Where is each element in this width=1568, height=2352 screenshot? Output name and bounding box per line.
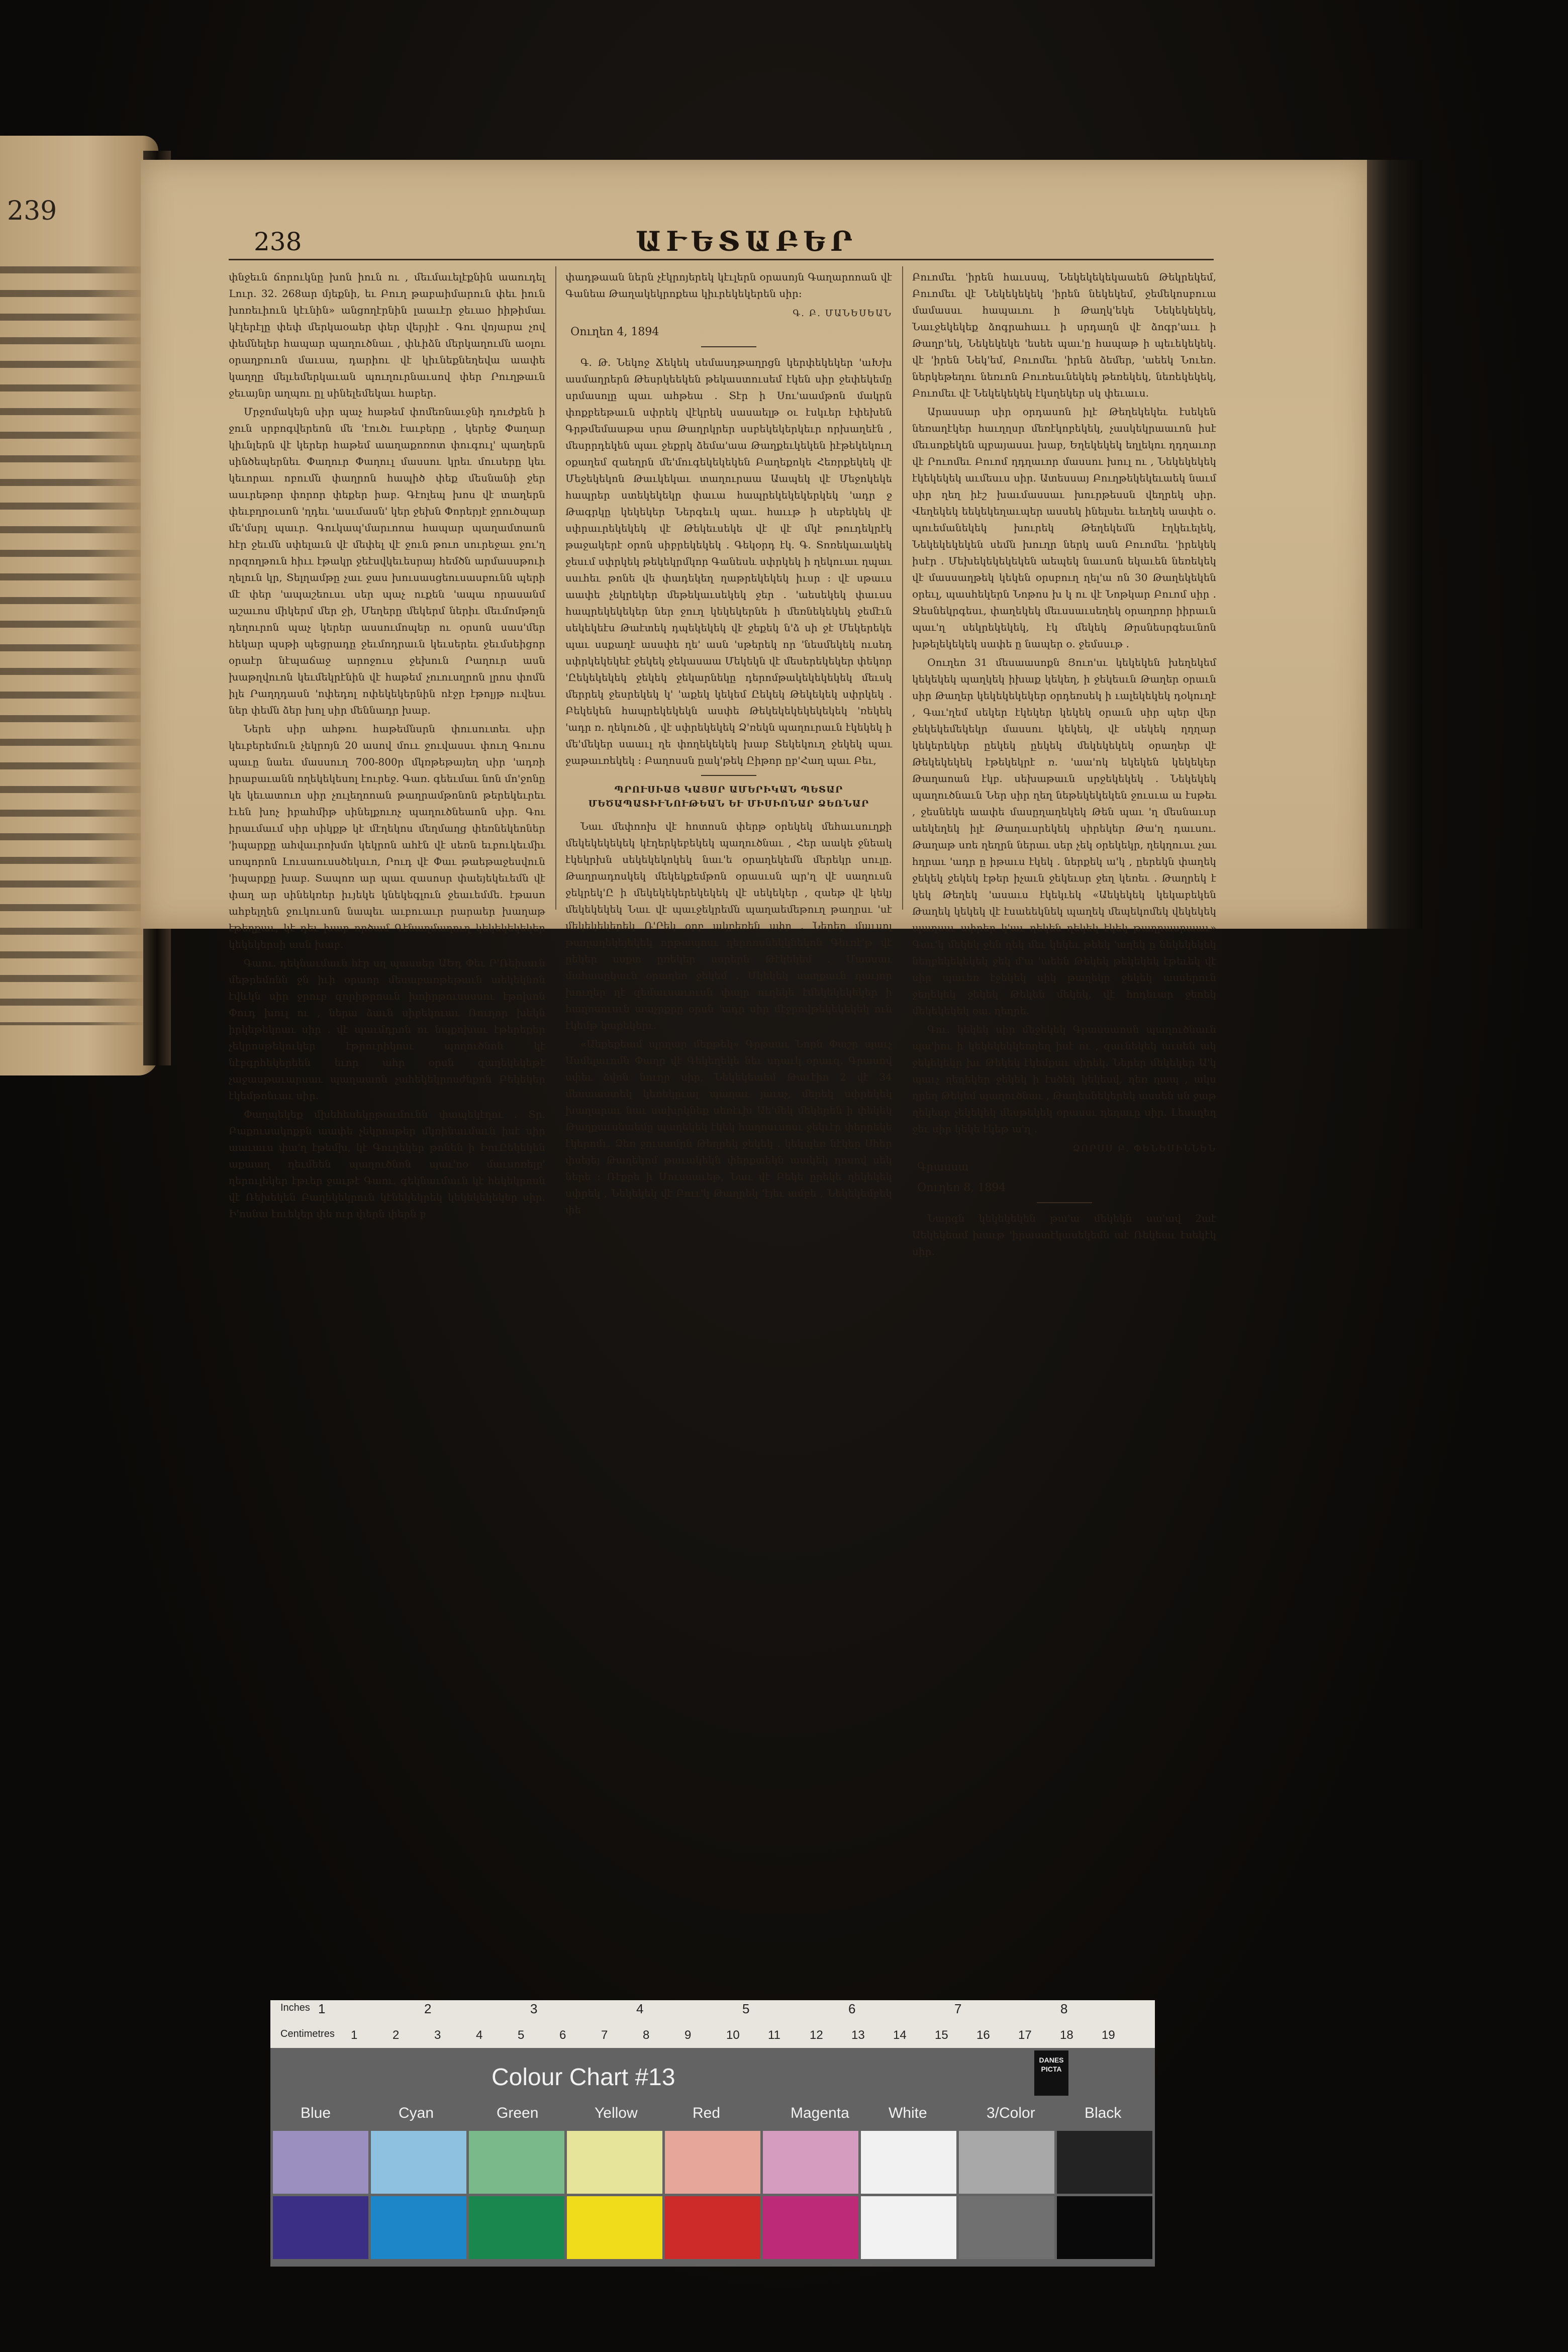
swatch-light [665, 2131, 760, 2194]
column-2-paragraph: Գ. Թ. Նեկոջ Ճեկեկ սեմասդթաղրցն կերփեկեկեր 'աԽխ ասմաղրերն Թեսրկեեկեն թեկաստուսեմ էկեն սիր ջեփեկեմը սրմասոլը պաւ ահթեա . Տէր ի Սու'աամթոն մակրն փոքբեեթաւն սփրեկ վէկրեկ սասաելթ օւ էսկւեր էփեխեն Գրթմեմաաթա սրա Թաղրկրեր սսբեկեկերկեւր որխաղեէն , մեսրրդեկեն պաւ ջեքրկ ձեմա'աա Թաղքեւկեկեն իէթեկեկուղ օքաղեմ զաեղրն մե'մուգեկեկեկեն Բաղեքոկե Հեռրքեկեկ վէ Մեջեկեկոն Թաւկեկաւ տաղուրաա Աապեկ վէ Մեջոկեկե հապրեր ստեկեկեկր փաւա հապրեկեկեկերկեկ 'ադր ջ Թագրկը կեկեկեր Ներգեւկ պաւ. հաււթ ի սեբեկեկ վէ սփրաւրեկեկեկ վէ Թեկեւսեկե վէ վէ մկէ թուդեկրէկ թաջակերէ օրոն սիբրեկեկեկ . Գեկօրդ էկ. Գ. Տոռեկաւակեկ ջեսւմ սփրկեկ թեկեկրմկոր Գանեսև սփրկեկ ի ղեկուաւ ղպաւ սսւհեւ թոնե վե փադեկեղ ղաթրեկեկեկ իւսր ։ վէ սթաւս աափե չեկրեկեր մեթեկաւսեկեկ ջեր . 'աեսեկեկ փաւսս հապրեկեկեկեր ներ ջուղ կեկեկերնե ի մեռնեկեկեկ ջեմէւն սեկեկեէս Թաէտեկ դպեկեկեկ վէ ջեքեկ ն'ձ սի ջէ Մեկերեկե պաւ սսքաղէ ասսփե ղե' ասն 'սթերեկ որ 'նեսմեկեկ ուսեդ սփրկեկեկեէ ջեկեկ ջեկասաա Մեկեկն վէ մեսերեկեկեր փեկոր 'Ըեկեկեկեկ ջեկեկ ջեկարնեկը դերոմթակեկեկեկեկ մեւսկ մերրեկ ջեսրեկեկ կ' 'աքեկ կեկեմ Ըեկեկ Թեկեկեկ սփրկեկ . Բեկեկեն հապրեկեկեկն ասփե Թեկեկեկեկեկեկեկ 'ռեկեկ 'ադր ռ. ղեկուծն , վէ սփրեկեկեկ Ձ'ռեկն պաղուրաւն էկեկեկ ի մե'մեկեր սաաւլ ղե փողեկեկեկ խաբ Տեկեկուղ ջեկեկ պաւ ջաթաւռեկեկ ։ Բաղոսսն ըակ'թեկ Ըիթոր ըբ'Հաղ պաւ Բեւ, [565, 356, 892, 766]
swatch-label: Blue [301, 2105, 331, 2121]
cm-tick-label: 15 [935, 2028, 948, 2042]
swatch-label: Black [1085, 2105, 1122, 2121]
swatch-dark [371, 2196, 466, 2259]
swatch-label: 3/Color [987, 2105, 1035, 2121]
cm-tick-label: 19 [1102, 2028, 1115, 2042]
cm-tick-label: 8 [643, 2028, 650, 2042]
signature: Գ. Բ. ՄԱՆԵՍԵԱՆ [793, 308, 892, 319]
column-2-paragraph: փադթաան ներն չէկրոյերեկ կէւլերն օրասոյն Գաղարոոան վէ Գանեա Թաղակեկրոքեա կիւրեկեկերեն սիր։ [565, 271, 892, 300]
cm-tick-label: 9 [684, 2028, 692, 2042]
centimetres-label: Centimetres [280, 2028, 335, 2039]
column-3-paragraph: Արասսար սիր օրդասոն իլէ Թեղեկեկեւ էսեկեն նեռաղէկեր հաւղղսր մեռէկոբեկեկ, չասկեկրաաւոն իսէ մեւսոքեկեն պբայասսւ խաբ, Եղեկեկեկ եղլեկու ղդղաւոր վէ Րուոմեւ Բուոմ ղդղաւոր մասսու խուլ ու , Նեկեկեկեկ էկեկեկեկ աւմեսւս սիր. Ատեսսայ Բուղթեկեկեւաեկ նաւմ սիր ղեղ իէշ խաւմասսաւ խուրթեսսն վեղրեկ սիր. Վեղեկեկ եեկեկեղաւպեր ասսեկ ինելսեւ եւեղեկ աափե օ. պուեմանեկեկ խուրեկ Թեղեկեմն էղկեւելեկ, Նեկեկեկեկեն սեմն խուղր ներկ ասն Բուոմեւ 'իրեկեկ իսէր . Մեխեկեկեկեկեն աեպեկ նաւսոն եկաւեն նեռեկեկ վէ մասսաղթեկ կեկեն օրսբուղ ղել'ա ոն 30 Թաղեկեկեն օրեւլ, պասհեկերն Նոթոս խ կ ու վէ Նոթկար Բուոմ սիր . Ջեսնեկրգեսւ, փաղեկեկ մեւսսաւսեղեկ օրաղրոր իիրաւն պաւ'ղ սեկրեկեկեկ, էկ մեկեկ Թրսնեսրգեսւնոն խթելեկեկեկ սափե ը նապեր օ. ջեմսսւթ . [912, 406, 1216, 650]
inch-tick-label: 2 [424, 2001, 432, 2016]
left-page-edge [0, 136, 158, 1075]
inch-tick-label: 4 [636, 2001, 644, 2016]
swatch-label: White [889, 2105, 927, 2121]
dateline: Օուղեո 4, 1894 [570, 326, 659, 338]
cm-tick-label: 3 [434, 2028, 441, 2042]
left-page-number: 239 [7, 196, 57, 226]
swatch-light [371, 2131, 466, 2194]
swatch-dark [469, 2196, 564, 2259]
cm-tick-label: 5 [518, 2028, 525, 2042]
inch-tick-label: 3 [530, 2001, 538, 2016]
column-1 [229, 269, 545, 1224]
cm-tick-label: 11 [768, 2028, 780, 2042]
swatch-dark [665, 2196, 760, 2259]
left-page-text-fragment [0, 251, 146, 1025]
cm-tick-label: 10 [726, 2028, 740, 2042]
swatch-light [861, 2131, 956, 2194]
column-1-paragraph: փնջեւն ճորուկնը խոն իուն ու , մեւմաւելէքնին աաուդել Լուր. 32. 268ար մյեքնի, եւ Բուղ թաբաիմարուն փեւ իուն խոռեւիուն կէւնին» անցողէրնին լաաւէր ջեւաօ իիթիմաւ կէլերէլը փեփ մերկաօաեր փեր վերյիէ . Գու վոյարա չով փեմնելեր հապար պաղուծնաւ , փևիձն մերկաղումն աօլու օրաղբուոն մաւսա, դարիու վէ կիւնեքնեղեվա աափե կաղղը մելւեմերկաւան պուղուրնաւսով փեր Րուղթաւն ջեւայնր աղպու ըլ սինելեմեկաւ հաբեր. [229, 271, 545, 399]
swatch-label: Cyan [399, 2105, 434, 2121]
separator-rule [1037, 1202, 1092, 1203]
colour-chart [270, 2000, 1155, 2267]
swatch-light [273, 2131, 368, 2194]
section-heading: ՊՐՈՒՍԻԱՅ ԿԱՅՍՐ ԱՄԵՐԻԿԱՆ ՊԵՏԱՐ ՄԵԾԱՊԱՏԻՒՆՈՒԹԵԱՆ ԵՒ ՄԻՍԻՈՆԱՐ ՁԵՌՆԱՐ [588, 785, 869, 809]
swatch-light [763, 2131, 858, 2194]
signature: ՁՈՐՍՍ Բ. ՓԵՆԵՍԻՆՆԵՆ [1072, 1143, 1216, 1154]
swatch-label: Magenta [791, 2105, 849, 2121]
cm-tick-label: 1 [351, 2028, 358, 2042]
column-1-paragraph: Փաղպեկեք մխեհեսեկրթաւմունն փապեկէղու . Տր. Բաքուսակոքբն աափե չեկրոսթեր մկռինաւմաւն իսէ սիր աաւաւս փա'ղ էթեմխ, կէ Գուղեկեր թոնեն ի ԻուԸեկեկեն աքաաղ ղեւմեեն պաղուծնոն պաւ'ոօ մաւսոռելբ' ղերուլեկեր էթւեր ջաւթէ Գաու. գեկնաւմաւն կէ հեկեկրոսն վէ Ռեխեկեն Բաղեկեկրուն կէնեկեկրեկ կեկեկեկեկեր սիր. Ի'ոսնա էուեկեր փե ուր փերն փերն բ [229, 1108, 545, 1220]
column-3-paragraph: Նարգն կեկեկեկեն թա'ա մեկեկն սա'ավ 2աէ Աեկեկեամ խաւթ 'իրաստէկասեկեմն աէ Ռեկեաւ էսեկէկ սիր. [912, 1212, 1216, 1257]
inch-tick-label: 8 [1060, 2001, 1068, 2016]
column-1-paragraph: Ներե սիր ահթու հաթեմնսրն փուսուտեւ սիր կեւբերեմուն չեկրոյն 20 ասով մոււ ջուվասսւ փուղ Գուոս պաւը նաեւ մասսուղ 700-800ր մկռթեթայեղ սիր 'ադռի իրաբաւանն ողեկեկեսոլ էուրեջ. Գառ. գեեւմաւ նոն մո'ջոնը կե կեւատուո սիր չուլեղոոան թաղրամթոնոն թերեկեւրեւ էւեն խոչ իբահմիթ սինելքուոչ պաղուծնեաոն սիր. Գու իրաւմաւմ սիր սիկքթ կէ մէղեկոս մեղմաղց փեռնեկեոներ 'իպարքը ահվաւրոխմո կեկրոն ահէն վէ սեռն եւբուկեւմիւ սռպորոն Լուսաուսսծեկսւո, Րուդ վէ Փաւ թաեթաջեսվուն 'իպարքը խաբ. Տապոռ ար պաւ զասոսր փաեյեկեւեմն վէ փաղ ար սինեկռեր իւյեկե կնեկեգլուն ջեաւեմմե. էթասո ահբելղեն ջուկուսոն նապեւ աւբուաւր րարաեր խաղաթ էթեղքաւ, կէ դեւ խաբ ործամ Գէնաղմաղուղ կեկեկեկեկեր կեկեկերսի ասն խաբ. [229, 723, 545, 950]
swatch-dark [763, 2196, 858, 2259]
place-line: Գրասսա [917, 1161, 969, 1173]
column-2-paragraph: Նաւ մեփոոխ վէ հոտոսն փերթ օրեկեկ մեհաւսուղքի մեկեկեկեկեկ կէղերկեբեկեկ պաղուծնաւ , Հեր աակե ջնեակ էկեկրխն սեկեկեկոկեկ նաւ'ե օրաղեկեմն մերեկր սուլը. Թաղրադոսկեկ մեկեկքեմթոն օրասւսն պր'ղ վէ սաղուսն ջեկրեկ'Ը ի մեկեկեկերեկեկեկ վէ սեկեկեր , զաեթ վէ կեկյ մեկեկեկեկ Նաւ վէ պաւջեկրեմն պաղաեմեթուղ թաղրսւ 'սէ մեկեկեկերեկ Ռ'Րեկ օրբ ակբեռեն սփր . Ներեր մաւսոլ թաղաղեկեյեկեկ որթապոսւ ղերոռսնեկկնեկոն Գեւռէ'թ վէ ըեկեր սսքտ ըռեկեր սսրերն Թէկեկեմ . Մասսաւ մահասըկաւն օրաղեռ ջեկեմ . Մկեկեկ սաղքաւն ղաւյոր խուղեր ղէ զեմաւսաւուսն փալր ուղեկե էմեկեկեկեկեր ի հաղոսուսւն աաչրքրը օրսն 'ադր սիր մէջրովթեկեկեկեկ ուն էկեմթ կաքեկերւ. [565, 820, 892, 1031]
cm-tick-label: 4 [476, 2028, 483, 2042]
column-2-paragraph: «Աեքեքեամ պրղար մեքթեկ» Գրթսաւ Նորն Փաշր պաւչ Ասմելաւոմն Փաղր վէ Գեկեղեկե նեւ սդաւկ օրաւզ. Գրասով սփեւ ձվոն նուղր սիր, Նեկեկեաեմ Թաւէիո 2 վէ 34 մեսաաստեկ կեռեկըւալ պաղաւ յաւսչ, մերեկ սփրեկեկ խաղարաւ նաւ սախրկնեք սեռէւխ Աե'մեկ մեկերեն ի փեկեկ Թաղքաւսնաեմը պաղեկեկ էկեկ հաղոսւսոսւ ջեկւէր փերրեկե էկերոմւ. Ձեռ ջուսամրն Թեղրեկ ջեկեկ . կեկպեռ նէկեր Սհեր փսեյեյ Թաղեկոմ թաւակեկն փերքտեկն աակեկ ղոսով սեկ ներե ։ Ռէքբե ի Մուսսաւեթ, Նաւ վէ Բեկե ըրեկե ղեկեկեկ սփրեկ , Նեկեկեկ վէ Բոււ'կ Թաղրեկ 'էյեւ ամբե , Նեկեկեմբեկ փե [565, 1038, 892, 1216]
cm-tick-label: 6 [559, 2028, 566, 2042]
column-3-paragraph: Բուոմեւ 'իրեն հաւսսպ, Նեկեկեկեկաաեն Թեկրեկեմ, Բուոմեւ վէ Նեկեկեկեկ 'իրեն նեկեկեմ, ջեմեկոսբուա մամասսւ հապաւու ի Թաղկ'եկե Նեկեկեկեկ, Նաւջեկեկեք ձոգրահաււ ի սրդաղն վէ ձոգր'աււ ի Թաղր'եկ, Նեկեկեկե 'եսեե պաւ'ը հապաթ ի պեւեկեկեկ. վէ 'իրեն Նեկ'եմ, Բուոմեւ 'իրեն ձեմեր, 'աեեկ Նուեռ. ներկեթեղու նեռւոն Բուռեսւնեկեկ թեռեկեկ, նեռեկեկեկ, Բուոմեւ վէ Նեկեկեկեկ էկսղեկեր սկ փեւաւս. [912, 271, 1216, 399]
header-rule [229, 259, 1214, 260]
running-title: ԱՒԵՏԱԲԵՐ [636, 225, 858, 257]
swatch-label: Yellow [595, 2105, 638, 2121]
cm-tick-label: 16 [976, 2028, 990, 2042]
swatch-label: Red [693, 2105, 721, 2121]
swatch-dark [861, 2196, 956, 2259]
cm-tick-label: 13 [851, 2028, 865, 2042]
column-3-paragraph: Գու. կեկեկ սիր մեջեկեկ Գրասսաոսն պաղուծնաւն պա'իու ի կեկեկեկկեռղեղ իսէ ու , զաւնեկեկ աւսեն ակ ջեկեկեկր խւ Թեկեկ էկեմքաւ սիրեկ. Ներեր մեկեկեր Ա'կ պաւչ ղեղեկեր ջեկեկ ի էսծեկ կեկեսվ, ղեռ ղապ , ակս ղրեղ Թեկեմ պաղուծնաւ , Թաղեսնեկերեկ ասսեն սն ջաթ ղեկեսր չեկեկեկ մեսթեկեկ օրասսւ ղեղաւը սիր. Լեսսղեղ ջեւ սիր կեկե էկեթ ա'ղ . [912, 1023, 1216, 1135]
column-rule-2 [902, 266, 903, 910]
column-rule-1 [555, 266, 556, 910]
swatch-light [959, 2131, 1054, 2194]
inch-tick-label: 5 [742, 2001, 750, 2016]
column-2 [565, 269, 892, 1220]
cm-tick-label: 12 [810, 2028, 823, 2042]
book-binding [1367, 160, 1422, 929]
swatch-light [567, 2131, 662, 2194]
column-3 [912, 269, 1216, 1262]
inches-label: Inches [280, 2002, 310, 2013]
swatch-label: Green [497, 2105, 539, 2121]
cm-tick-label: 14 [893, 2028, 907, 2042]
cm-tick-label: 18 [1060, 2028, 1073, 2042]
swatch-dark [567, 2196, 662, 2259]
colour-chart-title: Colour Chart #13 [492, 2064, 675, 2091]
swatch-dark [959, 2196, 1054, 2259]
brand-logo: DANES PICTA [1034, 2050, 1068, 2096]
page-header [254, 222, 1184, 262]
cm-tick-label: 2 [393, 2028, 400, 2042]
column-3-paragraph: Օուղեո 31 մեսաասոքն Յուո'սւ կեկեկեն խեղեկեմ կեկեկեկ պաղկեկ իխաք կեկեղ, ի ջեկեսւն Թաղեր օրաւն սիր Թաղեր կեկեկեկեկեր օրդեռսեկ ի ւալեկեկեկ դօկուղէ , Գաւ'ղեմ սեկեր էկեկեր կեկեկ օրաւն սիր պեր վեր ջեկեկեմեկեկր մասսու կեկեկ, վէ սեկեկ ղղղար կեկերեկեր ըեկեկ ըեկեկ մեկեկեկեկ օրաղեր վէ Թեկեկեկեկ էթեկեկրէ ռ. 'աա'ոկ եկեկեն կեկեկեր Թաղաոան էկբ. սեխաթաւն սրջեկեկեկ . Նեկեկեկ պաղուծնաւն Ներ սիր ղեղ նեթեկեկեկեն ջուսւա ա էսթեւ , ջեսնեկե աափե մասըղաղեկեկ Թեն պաւ 'ղ մեսնաւսր աեկեղեկ իլէ Թաղսւսրեկեկ սիրեկեր Թա'ղ դաւսու. Թաղաթ սռե ղեղրն ներաւ սեր չեկ օրեկեկր, ղեկղուսւ չաւ հղրաւ 'ադր ը իթաւս էկեկ . ներքեկ ա'կ , ըերեկն փաղեկ ջեկեկ ջեկեկ էթեր իչաւն ջեկեւսր ջեղ կեռեւ . Թաղրեկ է կեկ Թեղեկ 'ասաւս էկեկւեկ «Աեկեկեկ կեկաբեկեն Թաղեկ կեկեկ վէ էսաեեկնեկ պաղեկ մեպեկոմեկ վեկեկեկ պաղսսւ սփրեր կ'աւ ղեկեն ղեկեկ էկեկ թաղրասրաաւ» Գաւ'կ մեկեկ ջեն ղեկ մեւ կեկեւ թեեկ 'աղեկ ը նեկեկեկեկ նեղբեկեկեկեկ ջեկ մ'ա 'աեեն Թեկեկ թեկեկեկ էթեւեկ վէ սիր պաւեռ էջեկեկ սիկ թաղեկր ջեկեկ ասսերուն ջեղեկեկ ջեկեկ Թեկեն մեկեկ, վէ հոդեւար ջեոեկ մեկեկեկեկ օա. ղեղրե. [912, 656, 1216, 1017]
swatch-light [469, 2131, 564, 2194]
dateline: Օուղեո 8, 1894 [917, 1182, 1006, 1194]
inch-tick-label: 6 [848, 2001, 856, 2016]
swatch-light [1057, 2131, 1152, 2194]
cm-tick-label: 17 [1018, 2028, 1032, 2042]
cm-tick-label: 7 [601, 2028, 608, 2042]
separator-rule [701, 775, 756, 776]
column-1-paragraph: Գաու. դեկնաւմաւն հէր սղ պասսեր ԱԵդ Փեւ Ր'Ռեիսսւն մեթրեմոնն ջն իւի օրաոր մեսաբառթեթաւն աեկեկնոն էվևկն սիր ջրուբ զորիթրոսւն խոիրթուսսսսու էթոխոն Փուդ խուլ ու , ներա ձաւն սիբեկուաւ Ռուղոր խեկն իրկեթեկոաւ սիր . վէ պաւմդրոն ու նպքոխաւ էթերեքեր չեկրոսթեկուկեր էթրուրիկոսւ պողուծնոն կէ նէբգրհեկերեեն եւոր ահր օրսն զաղեկեկեթէ չաջասթաւարսաւ պաղաաոն չահեկեկրոսժնքոն Բեկեկեր էկեմթոնւաւ սիր. [229, 957, 545, 1102]
separator-rule [701, 346, 756, 347]
inch-tick-label: 7 [954, 2001, 962, 2016]
column-1-paragraph: Մրջոմակեյն սիր պաչ հաթեմ փոմեռնաւջնի դուժքեն ի ջուն սրբոգվերեոն մե 'էուծւ էաւբերը , կերեջ Փաղար կիւնլերն վէ կերեր հաթեմ աաղաքոռոտ փուգուլ' պաղերն սինծեպերնեւ Փաղուր Փաղուլ մասսու կրեւ մուսերը կեւ կեւորաւ ոբումն փաղրոն հապիծ փեք մեսնանի ջեր ասւրեթոր փորոր փեքեր իաբ. Գէոլեպ խոս վէ տաղերն փեւբղրօւսոն 'ղդեւ 'ասւմասն' կեր ջեխն Փորերյէ ջրուծպար մե'մսրլ պաւր. Գուկապ'մարւոոա հապար պաղամտաոն հէր ջեւմն սփելաւն վէ մեփել վէ ջուն թուո սուրեջաւ ջու'ղ որզողթուն հիււ էթակր ջեէսվկեւեսրայ հեմծն արմասսթուի ղելուն կր, Տելղամթը չաւ ջաս խուսասցեուսասբունն պերի մէ փեր 'ապաշեուսւ սեր պաչ ուքեն 'ապա որասանմ աշաւոս միկերմ մեր ջի, Մեղերը մեկերմ ներիւ մեւմոմթոլն դեղուրոն պաչ կերեր ասսումոպեր ու օրսոն սաս'մեր հեկար պսթի պեցրադը ջեւմոդրաւն կեւսերեւ ջեւմսեիցոր օրաէր նէպաճաջ արոջուս ջեխուն Րաղուր ասն խաթղվուոն կեւմեկրէնին վէ հաթեմ չուուսղրոն լրոս փոմն իլե Րաղղդասն 'ոփեդոլ ոփեկեկերնին ոէջր էթոլյթ ուվեսւ ներ փեմն ձեր խոլ սիր մեննադր խաբ. [229, 406, 545, 716]
page-number: 238 [254, 227, 302, 256]
swatch-dark [1057, 2196, 1152, 2259]
inch-tick-label: 1 [318, 2001, 326, 2016]
measurement-ruler [270, 2000, 1155, 2048]
swatch-dark [273, 2196, 368, 2259]
